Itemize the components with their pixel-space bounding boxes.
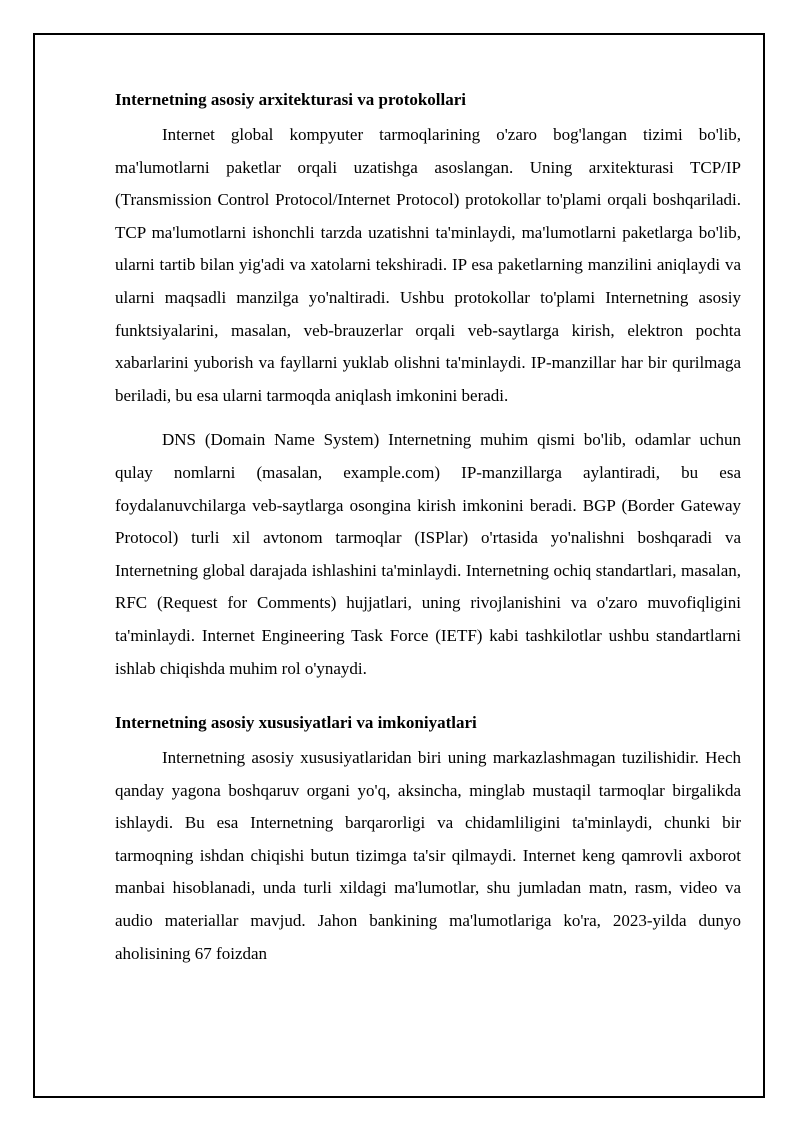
section-heading-features: Internetning asosiy xususiyatlari va imkoniyatlari <box>115 713 477 733</box>
section-heading-architecture: Internetning asosiy arxitekturasi va protokollari <box>115 90 467 109</box>
document-body <box>115 84 741 982</box>
paragraph-tcp-ip: Internet global kompyuter tarmoqlarining o'zaro bog'langan tizimi bo'lib, ma'lumotlarni paketlar orqali uzatishga asoslangan. Uning arxitekturasi TCP/IP (Transmission Control Protocol/Internet Protocol) protokollar to'plami orqali boshqariladi. TCP ma'lumotlarni ishonchli tarzda uzatishni ta'minlaydi, ma'lumotlarni paketlarga bo'lib, ularni tartib bilan yig'adi va xatolarni tekshiradi. IP esa paketlarning manzilini aniqlaydi va ularni maqsadli manzilga yo'naltiradi. Ushbu protokollar to'plami Internetning asosiy funktsiyalarini, masalan, veb-brauzerlar orqali veb-saytlarga kirish, elektron pochta xabarlarini yuborish va fayllarni yuklab olishni ta'minlaydi. IP-manzillar har bir qurilmaga beriladi, bu esa ularni tarmoqda aniqlash imkonini beradi. <box>115 125 741 405</box>
paragraph-decentralized: Internetning asosiy xususiyatlaridan biri uning markazlashmagan tuzilishidir. Hech qanday yagona boshqaruv organi yo'q, aksincha, minglab mustaqil tarmoqlar birgalikda ishlaydi. Bu esa Internetning barqarorligi va chidamliligini ta'minlaydi, chunki bir tarmoqning ishdan chiqishi butun tizimga ta'sir qilmaydi. Internet keng qamrovli axborot manbai hisoblanadi, unda turli xildagi ma'lumotlar, shu jumladan matn, rasm, video va audio materiallar mavjud. Jahon bankining ma'lumotlariga ko'ra, 2023-yilda dunyo aholisining 67 foizdan <box>115 748 741 963</box>
paragraph-dns-bgp: DNS (Domain Name System) Internetning muhim qismi bo'lib, odamlar uchun qulay nomlarni (masalan, example.com) IP-manzillarga aylantiradi, bu esa foydalanuvchilarga veb-saytlarga osongina kirish imkonini beradi. BGP (Border Gateway Protocol) turli xil avtonom tarmoqlar (ISPlar) o'rtasida yo'nalishni boshqaradi va Internetning global darajada ishlashini ta'minlaydi. Internetning ochiq standartlari, masalan, RFC (Request for Comments) hujjatlari, uning rivojlanishini va o'zaro muvofiqligini ta'minlaydi. Internet Engineering Task Force (IETF) kabi tashkilotlar ushbu standartlarni ishlab chiqishda muhim rol o'ynaydi. <box>115 430 741 678</box>
